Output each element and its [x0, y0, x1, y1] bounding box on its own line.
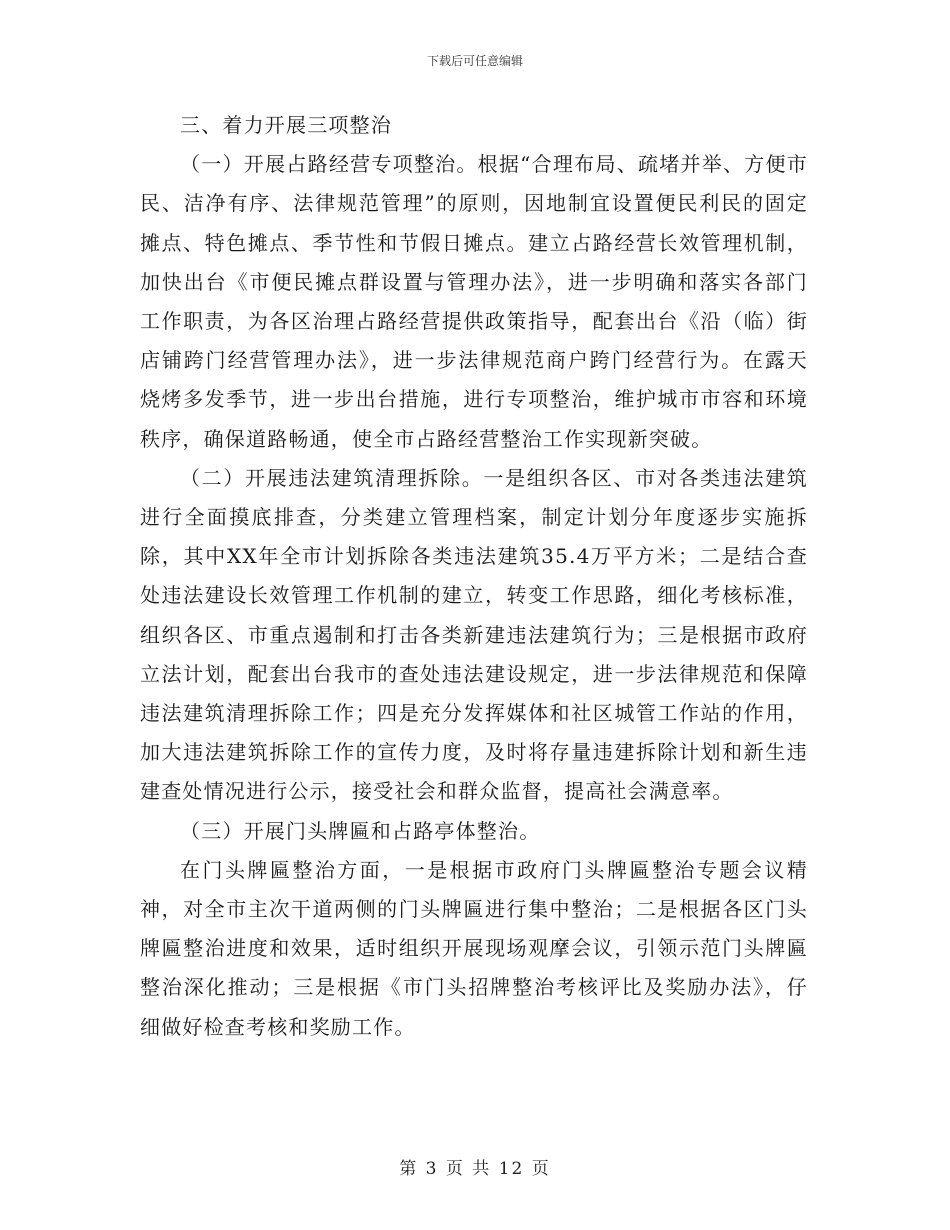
paragraph-occupied-road-business: （一）开展占路经营专项整治。根据“合理布局、疏堵并举、方便市民、洁净有序、法律规范管理”的原则，因地制宜设置便民利民的固定摊点、特色摊点、季节性和节假日摊点。建立占路经营长效管理机制，加快出台《市便民摊点群设置与管理办法》，进一步明确和落实各部门工作职责，为各区治理占路经营提供政策指导，配套出台《沿（临）街店铺跨门经营管理办法》，进一步法律规范商户跨门经营行为。在露天烧烤多发季节，进一步出台措施，进行专项整治，维护城市市容和环境秩序，确保道路畅通，使全市占路经营整治工作实现新突破。: [140, 152, 808, 451]
document-body: [140, 106, 808, 1047]
page-number: 第 3 页 共 12 页: [399, 1159, 551, 1179]
paragraph-signboard-heading: （三）开展门头牌匾和占路亭体整治。: [180, 818, 541, 843]
paragraph-illegal-buildings: （二）开展违法建筑清理拆除。一是组织各区、市对各类违法建筑进行全面摸底排查，分类建立管理档案，制定计划分年度逐步实施拆除，其中XX年全市计划拆除各类违法建筑35.4万平方米；二是结合查处违法建设长效管理工作机制的建立，转变工作思路，细化考核标准，组织各区、市重点遏制和打击各类新建违法建筑行为；三是根据市政府立法计划，配套出台我市的查处违法建设规定，进一步法律规范和保障违法建筑清理拆除工作；四是充分发挥媒体和社区城管工作站的作用，加大违法建筑拆除工作的宣传力度，及时将存量违建拆除计划和新生违建查处情况进行公示，接受社会和群众监督，提高社会满意率。: [140, 465, 808, 804]
section-title: 三、着力开展三项整治: [180, 113, 392, 137]
page-header: 下载后可任意编辑: [426, 54, 523, 68]
paragraph-signboard-details: 在门头牌匾整治方面，一是根据市政府门头牌匾整治专题会议精神，对全市主次干道两侧的门头牌匾进行集中整治；二是根据各区门头牌匾整治进度和效果，适时组织开展现场观摩会议，引领示范门头牌匾整治深化推动；三是根据《市门头招牌整治考核评比及奖励办法》，仔细做好检查考核和奖励工作。: [140, 857, 808, 1039]
